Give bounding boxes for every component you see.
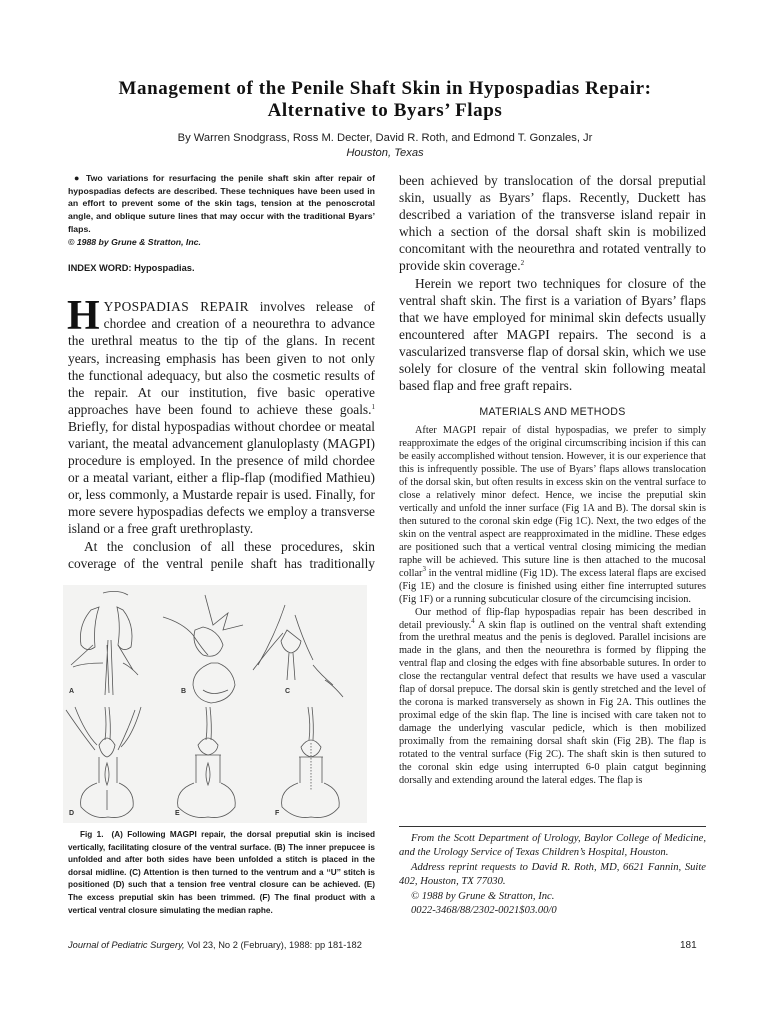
journal-citation <box>68 940 362 950</box>
panel-label-b: B <box>181 688 187 695</box>
bullet-icon: ● <box>74 173 82 183</box>
methods-paragraph-1: After MAGPI repair of distal hypospadias, we prefer to simply reapproximate the edges of the original circumscribing incision if this can be easily accomplished without tension. However, it is our experience that this is infrequently possible. The use of Byars’ flaps allows translocation of the dorsal skin, but often results in excess skin on the ventral surface to close a relatively minor defect. Hence, we incise the preputial skin vertically and unfold the inner surface (Fig 1A and B). The dorsal skin is then sutured to the coronal skin edge (Fig 1C). Next, the two edges of the skin on the ventral aspect are reapproximated in the midline. These edges are positioned such that a vertical ventral closing mimicing the median raphe will be achieved. This suture line is then attached to the mucosal collar$^3$ in the ventral midline (Fig 1D). The excess lateral flaps are excised (Fig 1E) and the closure is finished using either fine interrupted sutures (Fig 1F) or a running subcuticular closure of the circumcising incision. <box>399 425 706 605</box>
intro-paragraph-3: Herein we report two techniques for closure of the ventral shaft skin. The first is a variation of Byars’ flaps that we have employed for minimal skin defects usually encountered after MAGPI repairs. The second is a vascularized transverse flap of dorsal skin, which we use solely for closure of the ventral skin following meatal based flap and free graft repairs. <box>399 275 706 394</box>
reprint-address: Address reprint requests to David R. Roth, MD, 6621 Fannin, Suite 402, Houston, TX 77030. <box>399 861 706 888</box>
title-line-2: Alternative to Byars’ Flaps <box>267 100 503 121</box>
byline <box>60 131 710 161</box>
intro-paragraph-2-cont: been achieved by translocation of the dorsal preputial skin, usually as Byars’ flaps. Recently, Duckett has described a variation of the transverse island repair in which a section of the dorsal shaft skin is mobilized concomitant with the neourethra and rotated ventrally to provide skin coverage.$^2$ <box>399 173 706 274</box>
caption-text: (A) Following MAGPI repair, the dorsal preputial skin is incised vertically, facilitating closure of the ventral surface. (B) The inner prepucee is unfolded and after both sides have been unfolded a stitch is placed in the dorsal midline. (C) Attention is then turned to the ventrum and a ‘‘U’’ stitch is positioned (D) such that a tension free ventral closure can be achieved. (E) The excess preputial skin has been trimmed. (F) The final product with a vertical ventral closure simulating the median raphe. <box>68 830 375 915</box>
figure-label: Fig 1. <box>80 830 104 839</box>
article-title <box>60 78 710 122</box>
left-column <box>68 172 375 572</box>
panel-label-d: D <box>69 810 75 817</box>
authors: By Warren Snodgrass, Ross M. Decter, David R. Roth, and Edmond T. Gonzales, Jr <box>177 132 593 144</box>
page-number: 181 <box>680 940 697 951</box>
location: Houston, Texas <box>346 147 424 159</box>
panel-label-f: F <box>275 810 280 817</box>
panel-d-drawing <box>66 707 141 818</box>
lead-caps: YPOSPADIAS REPAIR <box>103 299 249 315</box>
surgical-illustration <box>63 585 367 823</box>
panel-e-drawing <box>178 707 236 818</box>
article-code: 0022-3468/88/2302-0021$03.00/0 <box>411 905 557 917</box>
methods-paragraph-2: Our method of flip-flap hypospadias repair has been described in detail previously.$^4$ A skin flap is outlined on the ventral shaft extending from the urethral meatus and the penis is degloved. Parallel incisions are made in the glans, and then the neourethra is formed by flipping the ventral flap and closing the edges with fine absorbable sutures. In order to close the rectangular ventral defect that results we have used a vascular flap of dorsal prepuce. The dorsal skin is gently stretched and the level of the corona is marked transversely as shown in Fig 2A. This outlines the proximal edge of the skin flap. The line is incised with care taken not to damage the underlying vascular pedicle, which is then mobilized proximally from the remaining dorsal shaft skin (Fig 2B). The flap is rotated to the ventral surface (Fig 2C). The shaft skin is then sutured to the coronal skin edge using interrupted 6-0 plain catgut beginning dorsally and extending around the lateral edges. The flap is <box>399 606 706 786</box>
figure-caption <box>68 829 375 917</box>
reference-4: 4 <box>471 616 475 625</box>
journal-name: Journal of Pediatric Surgery, <box>68 940 185 950</box>
right-column <box>399 172 706 788</box>
index-word: INDEX WORD: Hypospadias. <box>68 263 195 274</box>
reference-1: 1 <box>371 402 375 411</box>
panel-f-drawing <box>282 707 340 818</box>
journal-details: Vol 23, No 2 (February), 1988: pp 181-182 <box>184 940 362 950</box>
section-heading-methods: MATERIALS AND METHODS <box>479 406 626 419</box>
reference-3: 3 <box>422 564 426 573</box>
panel-c-drawing <box>253 605 343 697</box>
panel-label-c: C <box>285 688 291 695</box>
reference-2: 2 <box>520 259 525 268</box>
abstract <box>68 172 375 236</box>
drop-cap: H <box>67 293 100 340</box>
abstract-text: Two variations for resurfacing the penile shaft skin after repair of hypospadias defects are described. These techniques have been used in an effort to prevent some of the skin tags, tension at the penoscrotal angle, and oblique suture lines that may occur with the traditional Byars’ flaps. <box>68 173 376 234</box>
intro-paragraph-2-start: At the conclusion of all these procedures, skin coverage of the ventral penile shaft has traditionally <box>68 538 375 571</box>
panel-a-drawing <box>71 591 138 695</box>
footnote-divider <box>399 826 706 827</box>
affiliation: From the Scott Department of Urology, Baylor College of Medicine, and the Urology Service of Texas Children’s Hospital, Houston. <box>399 833 706 859</box>
panel-b-drawing <box>163 595 243 703</box>
figure-1 <box>63 585 367 823</box>
title-line-1: Management of the Penile Shaft Skin in Hypospadias Repair: <box>118 78 652 99</box>
panel-label-a: A <box>69 688 75 695</box>
abstract-copyright: © 1988 by Grune & Stratton, Inc. <box>68 236 201 247</box>
footnote-copyright: © 1988 by Grune & Stratton, Inc. <box>411 890 555 902</box>
intro-paragraph-1: HYPOSPADIAS REPAIR involves release of chordee and creation of a neourethra to advance the urethral meatus to the tip of the glans. In recent years, increasing emphasis has been given to not only the functional adequacy, but also the cosmetic results of the repair. At our institution, five basic operative approaches have been found to achieve these goals.$^1$ Briefly, for distal hypospadias without chordee or meatal variant, the meatal advancement glanuloplasty (MAGPI) procedure is employed. In the presence of mild chordee or a meatal variant, either a flip-flap (modified Mathieu) or, less commonly, a Mustarde repair is used. Finally, for more severe hypospadias defects we employ a transverse island or a free graft urethroplasty. <box>67 293 375 537</box>
footnote <box>399 832 706 918</box>
panel-label-e: E <box>175 810 180 817</box>
